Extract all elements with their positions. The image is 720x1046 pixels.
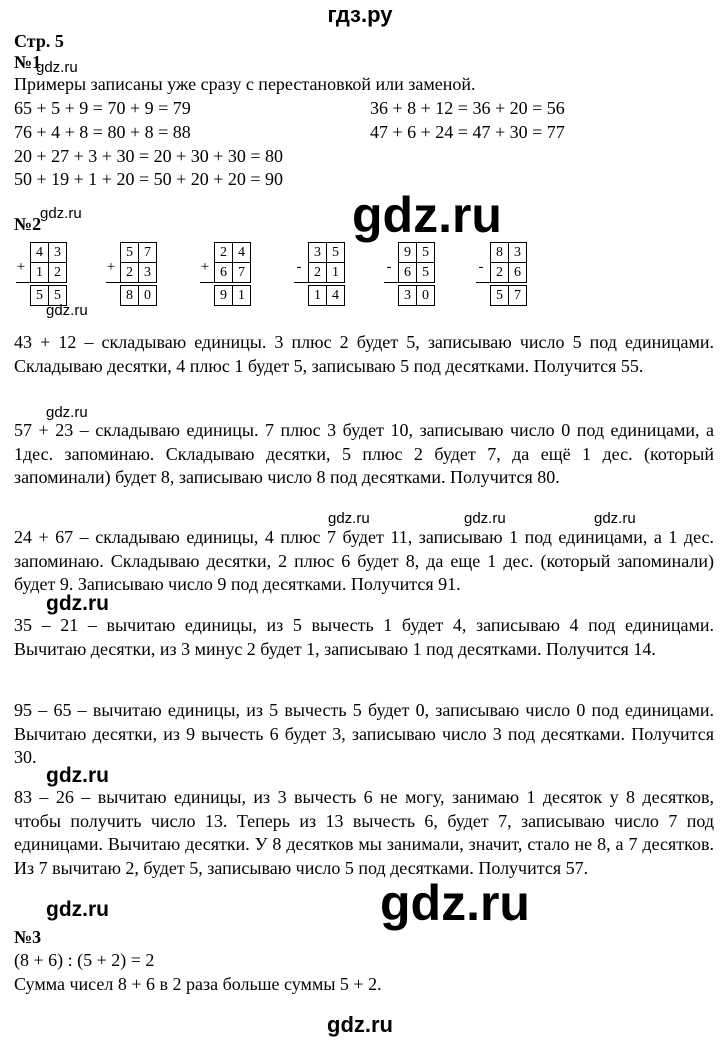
explanation-paragraph: 43 + 12 – складываю единицы. 3 плюс 2 будет 5, записываю число 5 под единицами. Складываю десятки, 4 плюс 1 будет 5, записываю 5 под десятками. Получится 55. — [14, 332, 714, 376]
result-line — [384, 282, 434, 283]
result-digit-cell: 1 — [232, 285, 251, 306]
digit-cell: 7 — [232, 262, 251, 283]
task2-heading: №2 — [14, 214, 42, 234]
result-digit-cell: 5 — [48, 285, 67, 306]
result-digit-cell: 9 — [214, 285, 233, 306]
digit-cell: 2 — [214, 242, 233, 263]
digit-cell: 3 — [138, 262, 157, 283]
task1-line: 50 + 19 + 1 + 20 = 50 + 20 + 20 = 90 — [14, 169, 284, 189]
explanation-paragraph: 35 – 21 – вычитаю единицы, из 5 вычесть 1 будет 4, записываю 4 под единицами. Вычитаю десятки, из 3 минус 2 будет 1, записываю 1 под десятками. Получится 14. — [14, 615, 714, 659]
operation-sign: + — [200, 259, 210, 275]
column-calculation — [104, 240, 158, 306]
result-line — [294, 282, 344, 283]
watermark: gdz.ru — [46, 404, 88, 421]
task3-expression: (8 + 6) : (5 + 2) = 2 — [14, 950, 155, 970]
result-digit-cell: 5 — [490, 285, 509, 306]
digit-cell: 7 — [138, 242, 157, 263]
task3-heading: №3 — [14, 927, 42, 947]
task1-line: 20 + 27 + 3 + 30 = 20 + 30 + 30 = 80 — [14, 146, 284, 166]
digit-cell: 9 — [398, 242, 417, 263]
task1-intro: Примеры записаны уже сразу с перестановкой или заменой. — [14, 74, 476, 94]
digit-cell: 5 — [326, 242, 345, 263]
watermark: gdz.ru — [46, 592, 109, 615]
result-digit-cell: 1 — [308, 285, 327, 306]
operation-sign: - — [478, 259, 484, 275]
digit-cell: 2 — [120, 262, 139, 283]
task1-line: 36 + 8 + 12 = 36 + 20 = 56 — [370, 98, 565, 118]
task1-heading: №1 — [14, 52, 42, 72]
watermark: gdz.ru — [46, 302, 88, 319]
result-line — [16, 282, 66, 283]
digit-cell: 2 — [490, 262, 509, 283]
page-label: Стр. 5 — [14, 31, 64, 51]
watermark: gdz.ru — [46, 898, 109, 921]
task3-answer: Сумма чисел 8 + 6 в 2 раза больше суммы 5 + 2. — [14, 974, 382, 994]
watermark: gdz.ru — [40, 205, 82, 222]
watermark: gdz.ru — [380, 875, 530, 931]
column-calculation — [382, 240, 436, 306]
digit-cell: 6 — [398, 262, 417, 283]
site-header: гдз.ру — [327, 2, 393, 27]
task1-line: 47 + 6 + 24 = 47 + 30 = 77 — [370, 122, 565, 142]
watermark: gdz.ru — [36, 59, 78, 76]
result-digit-cell: 4 — [326, 285, 345, 306]
digit-cell: 6 — [214, 262, 233, 283]
task1-line: 65 + 5 + 9 = 70 + 9 = 79 — [14, 98, 191, 118]
digit-cell: 2 — [308, 262, 327, 283]
operation-sign: - — [296, 259, 302, 275]
digit-cell: 3 — [48, 242, 67, 263]
watermark: gdz.ru — [46, 764, 109, 787]
operation-sign: + — [16, 259, 26, 275]
watermark: gdz.ru — [594, 510, 636, 527]
column-calculation — [292, 240, 346, 306]
operation-sign: - — [386, 259, 392, 275]
result-digit-cell: 3 — [398, 285, 417, 306]
digit-cell: 8 — [490, 242, 509, 263]
digit-cell: 5 — [416, 242, 435, 263]
result-line — [476, 282, 526, 283]
column-calculation — [474, 240, 528, 306]
explanation-paragraph: 83 – 26 – вычитаю единицы, из 3 вычесть 6 не могу, занимаю 1 десяток у 8 десятков, чтобы получить число 13. Теперь из 13 вычесть 6, будет 7, записываю число 7 под единицами. Вычитаю десятки. У 8 десятков мы занимали, значит, стало не 8, а 7 десятков. Из 7 вычитаю 2, будет 5, записываю число 5 под десятками. Получится 57. — [14, 787, 714, 878]
watermark: gdz.ru — [328, 510, 370, 527]
digit-cell: 3 — [508, 242, 527, 263]
digit-cell: 4 — [232, 242, 251, 263]
result-digit-cell: 0 — [416, 285, 435, 306]
task1-line: 76 + 4 + 8 = 80 + 8 = 88 — [14, 122, 191, 142]
digit-cell: 6 — [508, 262, 527, 283]
digit-cell: 4 — [30, 242, 49, 263]
watermark: gdz.ru — [352, 187, 502, 243]
column-calculation — [14, 240, 68, 306]
explanation-paragraph: 95 – 65 – вычитаю единицы, из 5 вычесть 5 будет 0, записываю число 0 под единицами. Вычитаю десятки, из 9 вычесть 6 будет 3, записываю число 3 под десятками. Получится 30. — [14, 700, 714, 767]
digit-cell: 3 — [308, 242, 327, 263]
result-digit-cell: 5 — [30, 285, 49, 306]
digit-cell: 2 — [48, 262, 67, 283]
site-footer: gdz.ru — [327, 1012, 393, 1037]
result-line — [106, 282, 156, 283]
result-digit-cell: 8 — [120, 285, 139, 306]
watermark: gdz.ru — [464, 510, 506, 527]
digit-cell: 1 — [326, 262, 345, 283]
result-line — [200, 282, 250, 283]
result-digit-cell: 7 — [508, 285, 527, 306]
explanation-paragraph: 57 + 23 – складываю единицы. 7 плюс 3 будет 10, записываю число 0 под единицами, а 1дес. запоминаю. Складываю десятки, 5 плюс 2 будет 7, да ещё 1 дес. (который запоминали) будет 8, записываю число 8 под десятками. Получится 80. — [14, 420, 714, 487]
column-calculation — [198, 240, 252, 306]
digit-cell: 5 — [416, 262, 435, 283]
digit-cell: 5 — [120, 242, 139, 263]
result-digit-cell: 0 — [138, 285, 157, 306]
operation-sign: + — [106, 259, 116, 275]
explanation-paragraph: 24 + 67 – складываю единицы, 4 плюс 7 будет 11, записываю 1 под единицами, а 1 дес. запоминаю. Складываю десятки, 2 плюс 6 будет 8, да еще 1 дес. (который запоминали) будет 9. Записываю число 9 под десятками. Получится 91. — [14, 527, 714, 594]
digit-cell: 1 — [30, 262, 49, 283]
